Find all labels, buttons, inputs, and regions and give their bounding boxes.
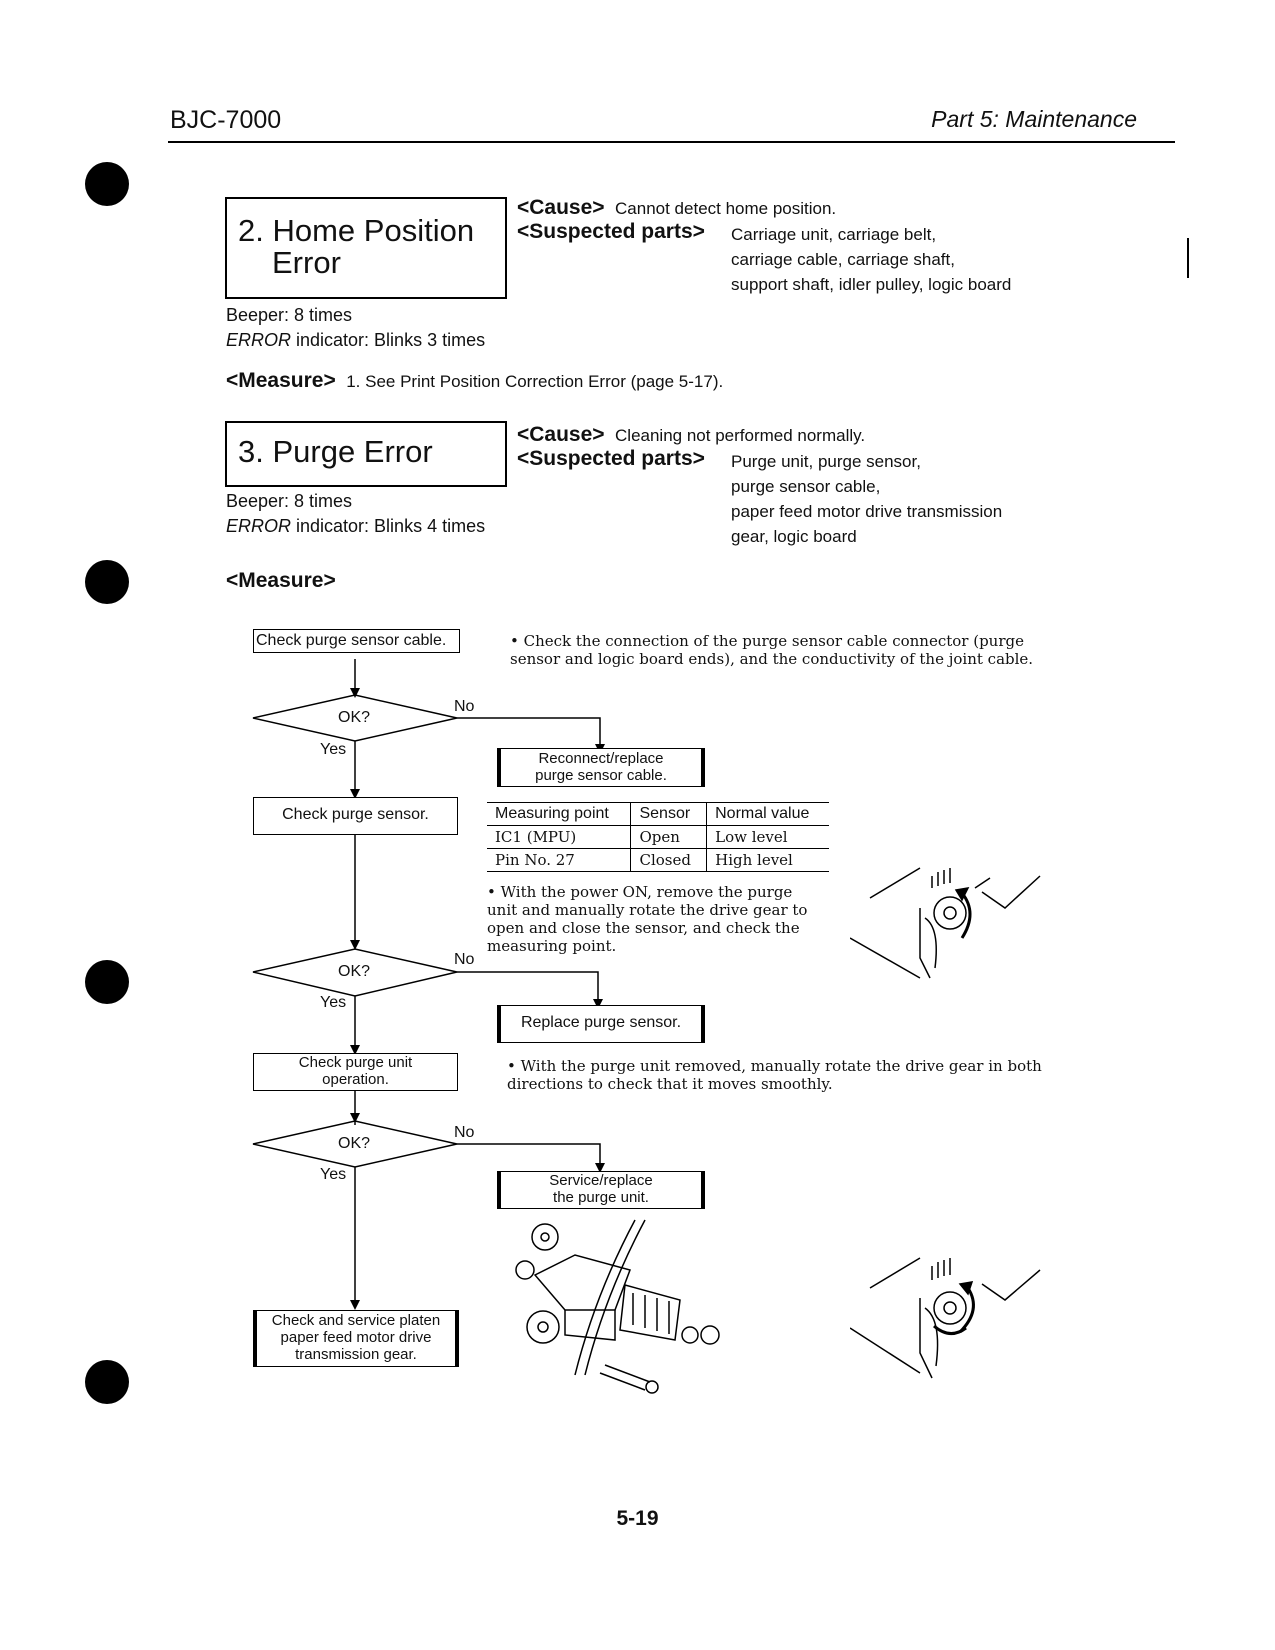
error3-title: 3. Purge Error: [238, 434, 433, 469]
no-label-1: No: [454, 698, 475, 715]
step-check-gear: Check and service platen paper feed motor drive transmission gear.: [253, 1310, 459, 1367]
error3-parts-line-4: gear, logic board: [731, 527, 857, 546]
fix-cable-box: Reconnect/replace purge sensor cable.: [497, 748, 705, 787]
table-cell: Pin No. 27: [487, 849, 631, 872]
error2-measure: <Measure> 1. See Print Position Correction Error (page 5-17).: [226, 369, 724, 392]
error3-parts-line-1: Purge unit, purge sensor,: [731, 452, 921, 471]
error3-cause: <Cause> Cleaning not performed normally.: [517, 423, 866, 446]
yes-label-3: Yes: [320, 1166, 347, 1183]
table-cell: Closed: [631, 849, 707, 872]
measurement-table: [487, 802, 829, 872]
drive-gear-illustration-2: [850, 1248, 1050, 1388]
yes-label-2: Yes: [320, 994, 347, 1011]
error2-parts-line-2: carriage cable, carriage shaft,: [731, 250, 955, 269]
ok-label-2: OK?: [338, 963, 371, 980]
table-cell: Low level: [707, 826, 829, 849]
error2-parts-label: <Suspected parts>: [517, 220, 705, 243]
sensor-check-note: • With the power ON, remove the purge unit and manually rotate the drive gear to open and close the sensor, and check the measuring point.: [487, 883, 808, 955]
table-row: [487, 849, 829, 872]
error3-parts-line-3: paper feed motor drive transmission: [731, 502, 1003, 521]
table-row: [487, 826, 829, 849]
page-number: 5-19: [616, 1507, 659, 1530]
ok-label-3: OK?: [338, 1135, 371, 1152]
error3-measure-label: <Measure>: [226, 569, 336, 592]
error2-indicator: ERROR indicator: Blinks 3 times: [226, 330, 486, 350]
manual-model: BJC-7000: [170, 106, 282, 134]
table-cell: Open: [631, 826, 707, 849]
ok-label-1: OK?: [338, 709, 371, 726]
error3-parts-label: <Suspected parts>: [517, 447, 705, 470]
purge-unit-illustration: [505, 1215, 745, 1405]
cable-check-note: • Check the connection of the purge sensor cable connector (purge sensor and logic board ends), and the conductivity of the joint cable.: [510, 632, 1034, 668]
section-title: Part 5: Maintenance: [931, 106, 1137, 132]
error2-title: 2. Home Position Error: [238, 213, 475, 280]
table-cell: High level: [707, 849, 829, 872]
error3-parts-line-2: purge sensor cable,: [731, 477, 881, 496]
error2-cause: <Cause> Cannot detect home position.: [517, 196, 837, 219]
table-cell: IC1 (MPU): [487, 826, 631, 849]
fix-sensor-box: Replace purge sensor.: [497, 1005, 705, 1043]
error3-indicator: ERROR indicator: Blinks 4 times: [226, 516, 486, 536]
table-header: Normal value: [707, 803, 829, 826]
fix-unit-box: Service/replace the purge unit.: [497, 1171, 705, 1209]
step-check-sensor: Check purge sensor.: [253, 797, 458, 835]
error3-beeper: Beeper: 8 times: [226, 491, 353, 511]
no-label-2: No: [454, 951, 475, 968]
table-header-row: [487, 803, 829, 826]
step-check-cable: Check purge sensor cable.: [253, 629, 460, 653]
table-header: Sensor: [631, 803, 707, 826]
error2-beeper: Beeper: 8 times: [226, 305, 353, 325]
yes-label-1: Yes: [320, 741, 347, 758]
step-check-unit: Check purge unit operation.: [253, 1053, 458, 1091]
error2-parts-line-3: support shaft, idler pulley, logic board: [731, 275, 1012, 294]
table-header: Measuring point: [487, 803, 631, 826]
error2-parts-line-1: Carriage unit, carriage belt,: [731, 225, 937, 244]
unit-check-note: • With the purge unit removed, manually rotate the drive gear in both directions to check that it moves smoothly.: [507, 1057, 1042, 1093]
no-label-3: No: [454, 1124, 475, 1141]
drive-gear-illustration-1: [850, 858, 1050, 988]
